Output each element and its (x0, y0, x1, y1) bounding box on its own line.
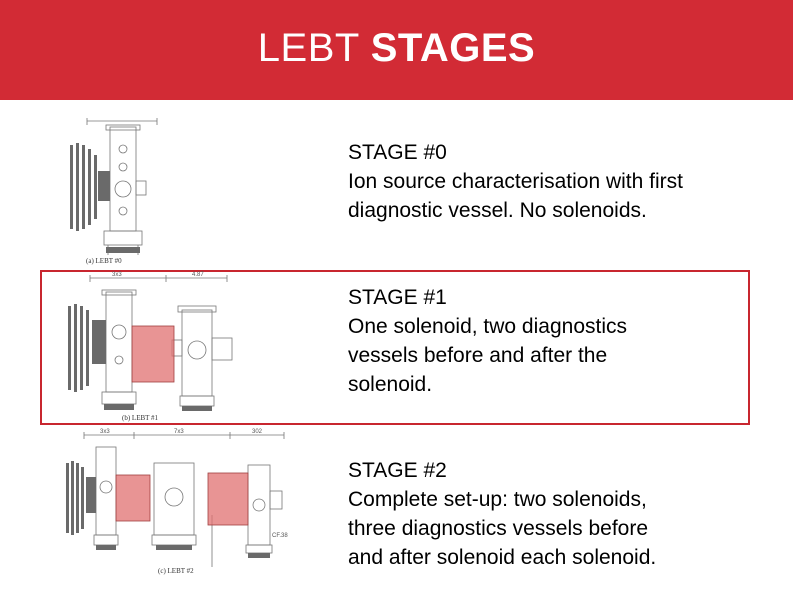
stage-0-drawing (62, 115, 162, 267)
stage-0-line-1: Ion source characterisation with first (348, 170, 683, 193)
stage-1-heading: STAGE #1 (348, 286, 447, 309)
stage-1-text (348, 283, 627, 399)
stage-0-text (348, 138, 683, 225)
stage-2-dim-4: CF.38 (272, 533, 288, 539)
stage-0-line-2: diagnostic vessel. No solenoids. (348, 199, 647, 222)
slide-title (0, 24, 793, 72)
stage-2-dim-2: 7x3 (174, 429, 184, 435)
stage-1-line-2: vessels before and after the (348, 344, 608, 367)
stage-2-dim-1: 3x3 (100, 429, 110, 435)
stage-1-drawing (62, 270, 252, 425)
stage-2-caption: (c) LEBT #2 (158, 567, 194, 575)
stage-2-dim-3: 302 (252, 429, 263, 435)
stage-1-caption: (b) LEBT #1 (122, 414, 159, 422)
stage-2-line-3: and after solenoid each solenoid. (348, 546, 657, 569)
title-regular: LEBT (257, 26, 360, 70)
stage-0-heading: STAGE #0 (348, 141, 447, 164)
stage-1-line-3: solenoid. (348, 373, 433, 396)
stage-1-line-1: One solenoid, two diagnostics (348, 315, 627, 338)
stage-2-text (348, 456, 656, 572)
stage-2-drawing (62, 427, 298, 579)
stage-1-dim-1: 3x3 (112, 272, 122, 278)
stage-2-line-2: three diagnostics vessels before (348, 517, 648, 540)
stage-2-line-1: Complete set-up: two solenoids, (348, 488, 647, 511)
stage-0-caption: (a) LEBT #0 (86, 257, 122, 265)
title-bold: STAGES (370, 26, 536, 70)
stage-2-heading: STAGE #2 (348, 459, 447, 482)
stage-1-dim-2: 4.87 (192, 272, 204, 278)
